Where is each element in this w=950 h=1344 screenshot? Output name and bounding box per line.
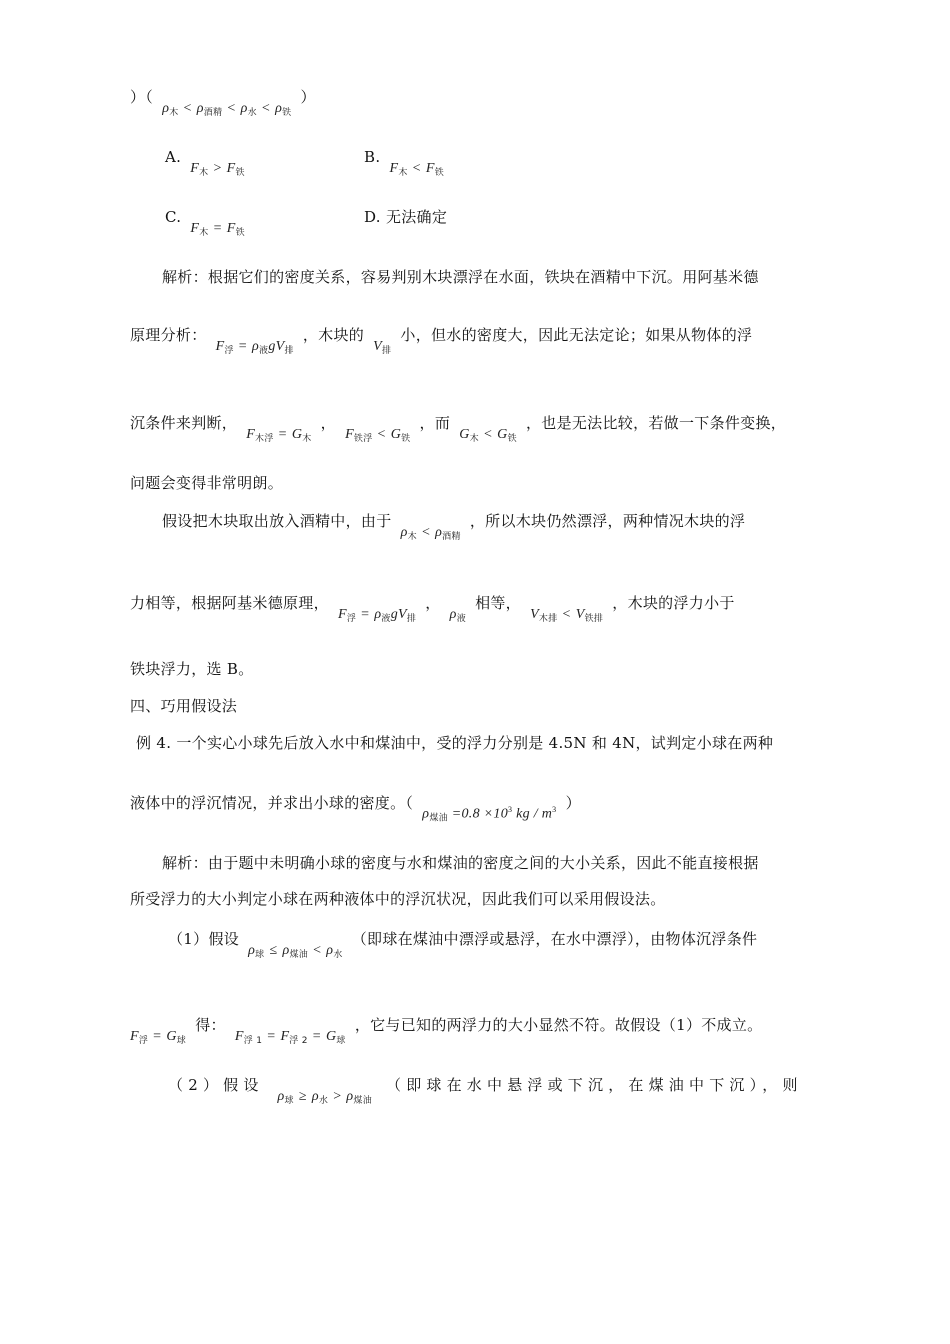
option-b	[364, 146, 448, 184]
option-label: A.	[165, 148, 182, 166]
option-label: D.	[364, 208, 381, 226]
assumption-2-formula: $\rho_球 \ge \rho_水 > \rho_{煤油}$	[277, 1089, 373, 1106]
text-line	[162, 510, 745, 548]
text-run: 原理分析：	[130, 326, 207, 344]
volume-symbol: $V_排$	[373, 339, 392, 356]
example-heading	[136, 732, 773, 754]
kerosene-density-formula: $\rho_{煤油} =0.8 \times 10^3$ kg / $m^3$	[422, 805, 557, 824]
text-run: ，	[320, 414, 336, 432]
text-run: 沉条件来判断，	[130, 414, 238, 432]
volume-inequality: $V_{木排} < V_{铁排}$	[530, 607, 604, 624]
text-run: 假设把木块取出放入酒精中，由于	[162, 512, 392, 530]
text-run: 铁块浮力，选 B。	[130, 660, 254, 678]
text-run: 问题会变得非常明朗。	[130, 474, 284, 492]
option-c	[165, 206, 249, 244]
text-run: ）（	[130, 88, 154, 106]
text-run: ）	[300, 88, 316, 106]
text-run: 得：	[195, 1016, 226, 1034]
text-line	[130, 658, 254, 680]
option-b-formula: $F_木 < F_铁$	[389, 161, 445, 178]
option-text: 无法确定	[385, 208, 448, 226]
text-line	[162, 266, 759, 288]
text-run: 例 4. 一个实心小球先后放入水中和煤油中，受的浮力分别是 4.5N 和 4N，试判定小球在两种	[136, 734, 774, 752]
text-run: 解析：根据它们的密度关系，容易判别木块漂浮在水面，铁块在酒精中下沉。用阿基米德	[162, 268, 759, 286]
text-line	[168, 1074, 803, 1112]
text-run: ，木块的浮力小于	[612, 594, 735, 612]
weight-inequality: $G_木 < G_铁$	[459, 427, 517, 444]
text-run: （即球在水中悬浮或下沉，在煤油中下沉），则	[386, 1076, 803, 1094]
wood-buoyancy-formula: $F_{木浮} = G_木$	[246, 427, 312, 444]
text-run: ，	[425, 594, 441, 612]
text-run: 所受浮力的大小判定小球在两种液体中的浮沉状况，因此我们可以采用假设法。	[130, 890, 666, 908]
text-run: 力相等，根据阿基米德原理，	[130, 594, 329, 612]
text-run: ）	[565, 794, 581, 812]
density-inequality: $\rho_木 < \rho_{酒精} < \rho_水 < \rho_铁$	[162, 101, 292, 118]
text-run: 液体中的浮沉情况，并求出小球的密度。（	[130, 794, 414, 812]
text-line	[168, 928, 757, 966]
text-run: （2）假设	[168, 1076, 264, 1094]
text-run: 小，但水的密度大，因此无法定论；如果从物体的浮	[400, 326, 753, 344]
text-run: 解析：由于题中未明确小球的密度与水和煤油的密度之间的大小关系，因此不能直接根据	[162, 854, 759, 872]
text-run: 四、巧用假设法	[130, 697, 238, 715]
text-line	[162, 852, 759, 874]
option-label: B.	[364, 148, 381, 166]
text-line	[130, 324, 752, 362]
option-label: C.	[165, 208, 182, 226]
equal-buoyancy-formula: $F_{浮 1} = F_{浮 2} = G_球$	[234, 1029, 346, 1046]
text-line	[130, 412, 786, 450]
text-line	[130, 888, 666, 910]
text-line	[130, 792, 581, 830]
text-run: ，而	[419, 414, 451, 432]
archimedes-formula: $F_浮 = \rho_液gV_排$	[337, 607, 417, 624]
assumption-1-formula: $\rho_球 \le \rho_{煤油} < \rho_水$	[248, 943, 343, 960]
option-d	[364, 206, 447, 228]
liquid-density-symbol: $\rho_液$	[449, 607, 466, 624]
text-run: ，木块的	[302, 326, 365, 344]
archimedes-formula: $F_浮 = \rho_液gV_排$	[215, 339, 294, 356]
density-comparison: $\rho_木 < \rho_{酒精}$	[400, 525, 461, 542]
text-run: ，也是无法比较，若做一下条件变换，	[525, 414, 787, 432]
text-line	[130, 472, 283, 494]
text-run: （即球在煤油中漂浮或悬浮，在水中漂浮），由物体沉浮条件	[351, 930, 758, 948]
text-line	[130, 1014, 762, 1052]
option-a	[165, 146, 249, 184]
text-run: ，所以木块仍然漂浮，两种情况木块的浮	[469, 512, 746, 530]
iron-buoyancy-formula: $F_{铁浮} < G_铁$	[345, 427, 411, 444]
text-line	[130, 86, 316, 124]
option-c-formula: $F_木 = F_铁$	[190, 221, 245, 238]
text-run: （1）假设	[168, 930, 240, 948]
text-run: ，它与已知的两浮力的大小显然不符。故假设（1）不成立。	[354, 1016, 763, 1034]
text-line	[130, 592, 735, 630]
text-run: 相等，	[475, 594, 521, 612]
option-a-formula: $F_木 > F_铁$	[190, 161, 245, 178]
section-heading	[130, 695, 237, 717]
floating-condition-formula: $F_浮 = G_球$	[130, 1029, 187, 1046]
